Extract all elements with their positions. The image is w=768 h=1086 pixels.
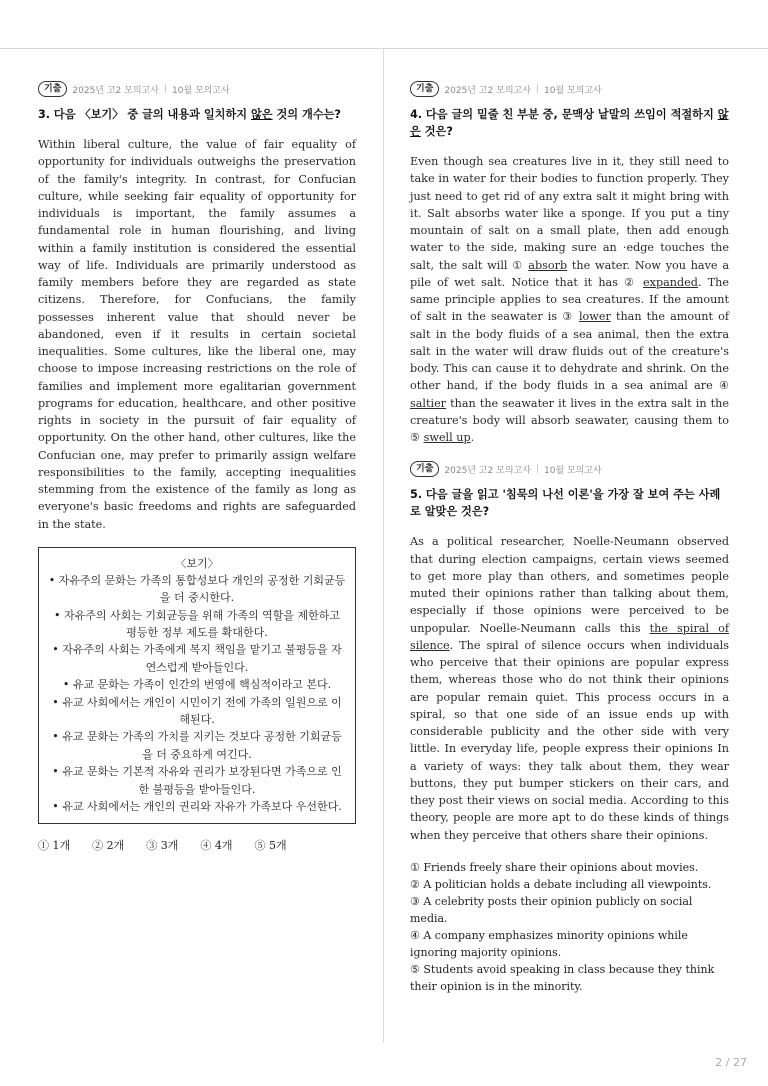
question-4 — [410, 80, 729, 446]
q3-bogi-item: • 유교 문화는 가족의 가치를 지키는 것보다 공정한 기회균등을 더 중요하게 여긴다. — [52, 730, 342, 761]
q3-bogi-item: • 자유주의 사회는 가족에게 복지 책임을 맡기고 불평등을 자연스럽게 받아들인다. — [52, 643, 342, 674]
q3-choices — [38, 837, 356, 853]
q3-source-year: 2025년 고2 모의고사 — [72, 85, 159, 96]
q3-bogi-item: • 유교 문화는 기본적 자유와 권리가 보장된다면 가족으로 인한 불평등을 받아들인다. — [52, 765, 342, 796]
q5-options — [410, 859, 729, 996]
q3-bogi-item: • 자유주의 문화는 가족의 통합성보다 개인의 공정한 기회균등을 더 중시한다. — [48, 573, 346, 605]
question-3 — [38, 80, 356, 853]
q4-source — [410, 80, 729, 98]
q4-passage: Even though sea creatures live in it, they still need to take in water for their bodies to function properly. They just need to get rid of any extra salt it might bring with it. Salt absorbs water like a sponge. If you put a tiny mountain of salt on a small plate, then add enough water to the side, making sure an ·edge touches the salt, the salt will ① absorb the water. Now you have a pile of wet salt. Notice that it has ② expanded. The same principle applies to sea creatures. If the amount of salt in the seawater is ③ lower than the amount of salt in the body fluids of a sea animal, then the extra salt in the water will draw fluids out of the creature's body. This can cause it to dehydrate and shrink. On the other hand, if the body fluids in a sea animal are ④ saltier than the seawater it lives in the extra salt in the creature's body will absorb seawater, causing them to ⑤ swell up. — [410, 155, 730, 444]
q5-source — [410, 460, 729, 478]
q3-choice-5[interactable]: ⑤ 5개 — [254, 839, 287, 853]
q5-passage: As a political researcher, Noelle-Neumann observed that during election campaigns, certain views seemed to get more play than others, and sometimes people muted their opinions rather than talking about them, especially if those opinions were perceived to be unpopular. Noelle-Neumann calls this the spiral of silence. The spiral of silence occurs when individuals who perceive that their opinions are popular express them, whereas those who do not think their opinions are popular remain quiet. This process occurs in a spiral, so that one side of an issue ends up with considerable publicity and the other side with very little. In everyday life, people express their opinions In a variety of ways: they talk about them, they wear buttons, they put bumper stickers on their cars, and they post their views on social media. According to this theory, people are more apt to do these kinds of things when they perceive that others share their opinions. — [410, 535, 730, 842]
q3-separator: | — [163, 84, 167, 94]
q5-underline-term: the spiral of silence — [410, 621, 730, 652]
column-divider — [383, 48, 384, 1043]
q3-bogi-item: • 자유주의 사회는 기회균등을 위해 가족의 역할을 제한하고 평등한 정부 제도를 확대한다. — [54, 608, 340, 639]
q3-choice-2[interactable]: ② 2개 — [92, 839, 125, 853]
page-number: 2 / 27 — [715, 1056, 747, 1069]
q3-source-month: 10월 모의고사 — [171, 85, 230, 96]
q5-source-month: 10월 모의고사 — [543, 465, 602, 476]
q3-bogi-item: • 유교 사회에서는 개인이 시민이기 전에 가족의 일원으로 이해된다. — [52, 695, 342, 726]
q4-title-emphasis: 않은 — [410, 108, 729, 138]
question-5 — [410, 460, 729, 995]
q4-underline-2: expanded — [643, 275, 698, 289]
q3-passage: Within liberal culture, the value of fair equality of opportunity for individuals outweighs the preservation of the family's integrity. In contrast, for Confucian culture, while seeking fair equality of opportunity for individuals is important, the family assumes a fundamental role in human flourishing, and living within a family institution is considered the essential way of life. Individuals are primarily understood as family members before they are regarded as state citizens. Therefore, for Confucians, the family possesses inherent value that should never be abandoned, even if it results in certain societal inequalities. Some cultures, like the liberal one, may choose to impose increasing restrictions on the role of families and implement more egalitarian government programs for education, healthcare, and other positive rights in society in the pursuit of fair equality of opportunity. On the other hand, other cultures, like the Confucian one, may prefer to primarily assign welfare responsibilities to the family, accepting inequalities stemming from the existence of the family as long as everyone's basic freedoms and rights are safeguarded in the state. — [38, 138, 356, 531]
q3-badge: 기출 — [38, 81, 67, 97]
q3-title: 3. 다음 〈보기〉 중 글의 내용과 일치하지 않은 것의 개수는? — [38, 108, 341, 121]
q4-underline-5: swell up — [423, 431, 471, 444]
q3-bogi-box — [38, 547, 356, 825]
q3-choice-3[interactable]: ③ 3개 — [146, 839, 179, 853]
q4-source-year: 2025년 고2 모의고사 — [444, 85, 531, 96]
q5-option-4[interactable]: ④ A company emphasizes minority opinions while ignoring majority opinions. — [410, 929, 688, 960]
q3-bogi-item: • 유교 사회에서는 개인의 권리와 자유가 가족보다 우선한다. — [52, 800, 342, 814]
q4-source-month: 10월 모의고사 — [543, 85, 602, 96]
q5-option-3[interactable]: ③ A celebrity posts their opinion publicly on social media. — [410, 894, 693, 926]
right-column — [410, 80, 729, 996]
q3-bogi-item: • 유교 문화는 가족이 인간의 번영에 핵심적이라고 본다. — [62, 678, 332, 692]
q5-option-2[interactable]: ② A politician holds a debate including all viewpoints. — [410, 877, 712, 891]
q4-underline-3: lower — [578, 310, 611, 324]
q4-badge: 기출 — [410, 81, 439, 97]
q5-source-year: 2025년 고2 모의고사 — [444, 465, 531, 476]
q4-underline-4: saltier — [410, 396, 447, 410]
q5-separator: | — [535, 464, 539, 475]
q3-source — [38, 80, 356, 98]
q4-underline-1: absorb — [528, 258, 568, 272]
header-rule — [0, 48, 768, 49]
q3-choice-4[interactable]: ④ 4개 — [200, 839, 233, 853]
q3-bogi-title: 〈보기〉 — [175, 556, 219, 570]
q4-separator: | — [535, 84, 539, 94]
q5-option-5[interactable]: ⑤ Students avoid speaking in class because they think their opinion is in the minority. — [410, 963, 715, 994]
q4-title: 4. 다음 글의 밑줄 친 부분 중, 문맥상 낱말의 쓰임이 적절하지 않은 것은? — [410, 108, 729, 138]
q5-title: 5. 다음 글을 읽고 '침묵의 나선 이론'을 가장 잘 보여 주는 사례로 알맞은 것은? — [410, 488, 721, 519]
q3-choice-1[interactable]: ① 1개 — [38, 839, 71, 853]
q3-title-emphasis: 않은 — [250, 108, 273, 121]
q5-option-1[interactable]: ① Friends freely share their opinions about movies. — [410, 860, 699, 874]
q5-badge: 기출 — [410, 461, 439, 477]
